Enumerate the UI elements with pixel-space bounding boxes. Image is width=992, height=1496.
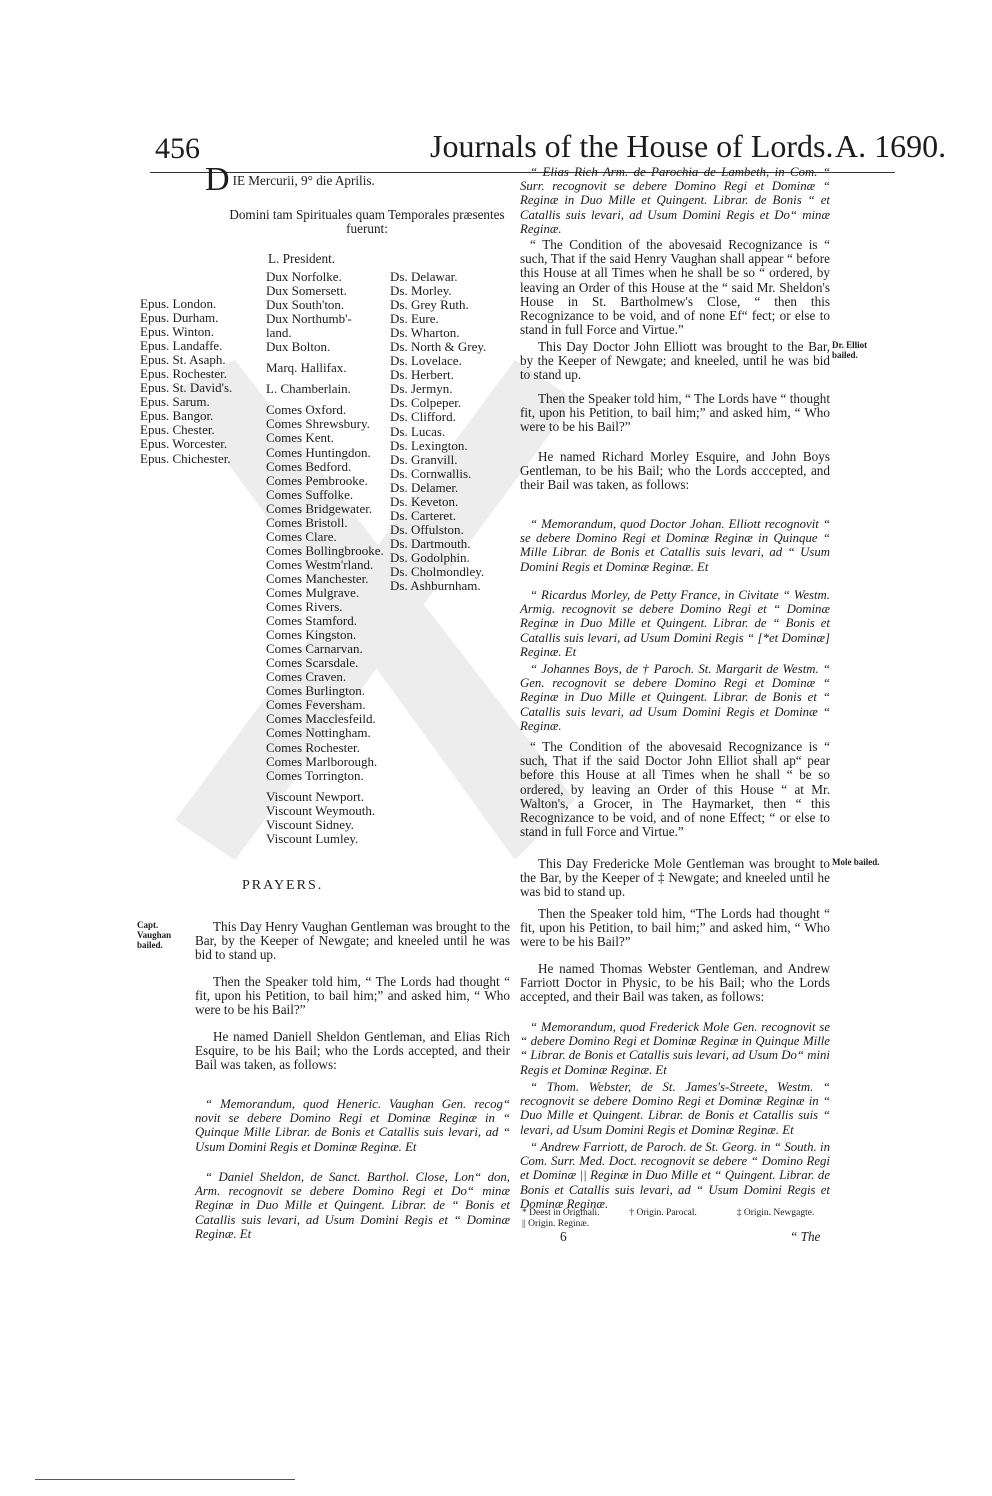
baron-entry: Ds. Offulston. — [390, 521, 464, 537]
temporal-lord-entry: Comes Nottingham. — [266, 725, 371, 741]
baron-entry: Ds. North & Grey. — [390, 339, 487, 355]
temporal-lord-entry: Comes Burlington. — [266, 683, 365, 699]
temporal-lord-entry: Comes Manchester. — [266, 570, 369, 586]
left-paragraph-4: “ Memorandum, quod Heneric. Vaughan Gen. recog“ novit se debere Domino Regi et Dominæ Reginæ in “ Quinque Mille Librar. de Bonis et Catallis suis levari, ad “ Usum Domini Regis et Dominæ Reginæ. Et — [195, 1097, 510, 1154]
left-paragraph-3: He named Daniell Sheldon Gentleman, and Elias Rich Esquire, to be his Bail; who the Lords accepted, and their Bail was taken, as follows: — [195, 1029, 510, 1073]
temporal-lord-entry: Comes Shrewsbury. — [266, 416, 370, 432]
temporal-lord-entry: Viscount Weymouth. — [266, 802, 376, 818]
margin-note-vaughan: Capt. Vaughan bailed. — [137, 920, 172, 950]
temporal-lord-entry: Dux South'ton. — [266, 297, 345, 313]
session-opening — [205, 161, 515, 198]
baron-entry: Ds. Ashburnham. — [390, 578, 481, 594]
right-paragraph-14: “ Thom. Webster, de St. James's-Streete, Westm. “ recognovit se debere Domino Regi et Dominæ Reginæ in “ Duo Mille et Quingent. Librar. de Bonis et Catallis suis “ levari, ad Usum Domini Regis et Dominæ Reginæ. Et — [520, 1080, 830, 1137]
margin-note-mole: Mole bailed. — [832, 857, 880, 867]
attendance-heading: Domini tam Spirituales quam Temporales præsentes fuerunt: — [229, 207, 505, 237]
baron-entry: Ds. Grey Ruth. — [390, 297, 469, 313]
temporal-lord-entry: Comes Bridgewater. — [266, 500, 373, 516]
bishop-entry: Epus. Sarum. — [140, 394, 210, 410]
baron-entry: Ds. Keveton. — [390, 493, 459, 509]
baron-entry: Ds. Delamer. — [390, 479, 459, 495]
temporal-lord-entry: Comes Stamford. — [266, 613, 357, 629]
session-date: IE Mercurii, 9° die Aprilis. — [232, 173, 375, 188]
baron-entry: Ds. Lovelace. — [390, 353, 462, 369]
right-paragraph-4: Then the Speaker told him, “ The Lords have “ thought fit, upon his Petition, to bail him;” and asked him, “ Who were to be his Bail?” — [520, 391, 830, 435]
temporal-lord-entry: Comes Marlborough. — [266, 753, 378, 769]
temporal-lord-entry: Dux Norfolke. — [266, 269, 342, 284]
bishop-entry: Epus. Chester. — [140, 422, 215, 438]
barons-list — [390, 270, 486, 593]
running-title: Journals of the House of Lords. — [430, 128, 834, 164]
temporal-lord-entry: Comes Mulgrave. — [266, 584, 360, 600]
right-paragraph-7: “ Ricardus Morley, de Petty France, in Civitate “ Westm. Armig. recognovit se debere Domino Regi et “ Dominæ Reginæ in Duo Mille et Quingent. Librar. de “ Bonis et Catallis suis levari, ad Usum Domini Regis “ [*et Dominæ] Reginæ. Et — [520, 588, 830, 659]
temporal-lord-entry: Comes Clare. — [266, 528, 337, 544]
temporal-lords-list — [266, 270, 384, 846]
right-paragraph-5: He named Richard Morley Esquire, and John Boys Gentleman, to be his Bail; who the Lords acccepted, and their Bail was taken, as follows: — [520, 449, 830, 493]
temporal-lord-entry: Comes Westm'rland. — [266, 556, 374, 572]
temporal-lord-entry: Comes Huntingdon. — [266, 444, 371, 460]
footnote-1: * Deest in Originali. — [522, 1208, 600, 1218]
drop-cap: D — [205, 161, 230, 198]
bishop-entry: Epus. Durham. — [140, 310, 219, 326]
right-paragraph-10: This Day Fredericke Mole Gentleman was brought to the Bar, by the Keeper of ‡ Newgate; and kneeled until he was bid to stand up. — [520, 856, 830, 900]
left-paragraph-5: “ Daniel Sheldon, de Sanct. Barthol. Close, Lon“ don, Arm. recognovit se debere Domino Regi et Do“ minæ Reginæ in Duo Mille et Quingent. Librar. de “ Bonis et Catallis suis levari, ad Usum Domini Regis et “ Dominæ Reginæ. Et — [195, 1170, 510, 1241]
temporal-lord-entry: Comes Bristoll. — [266, 514, 348, 530]
bishop-entry: Epus. Chichester. — [140, 450, 231, 466]
temporal-lord-entry: Comes Craven. — [266, 669, 347, 685]
temporal-lord-entry: Comes Oxford. — [266, 402, 347, 418]
page-number: 456 — [155, 132, 200, 165]
temporal-lord-entry: Comes Rivers. — [266, 599, 343, 615]
bishop-entry: Epus. Worcester. — [140, 436, 228, 452]
right-paragraph-9: “ The Condition of the abovesaid Recognizance is “ such, That if the said Doctor John Elliot shall ap“ pear before this House at all Times when he shall “ be so ordered, by leaving an Order of this House “ at Mr. Walton's, a Grocer, in The Haymarket, then “ this Recognizance to be void, and of none Effect; “ or else to stand in full Force and Virtue.” — [520, 739, 830, 840]
temporal-lord-entry: Viscount Sidney. — [266, 816, 354, 832]
baron-entry: Ds. Delawar. — [390, 269, 458, 284]
temporal-lord-entry: Comes Torrington. — [266, 767, 364, 783]
margin-note-elliot: Dr. Elliot bailed. — [832, 340, 868, 360]
baron-entry: Ds. Herbert. — [390, 367, 454, 383]
temporal-lord-entry: Viscount Newport. — [266, 788, 365, 804]
bottom-rule — [35, 1479, 295, 1480]
baron-entry: Ds. Wharton. — [390, 325, 460, 341]
right-paragraph-2: “ The Condition of the abovesaid Recognizance is “ such, That if the said Henry Vaughan shall appear “ before this House at all Times when he shall be so “ ordered, by leaving an Order of this House at the “ said Mr. Sheldon's House in St. Bartholmew's Close, “ then this Recognizance to be void, and of none Ef“ fect; or else to stand in full Force and Virtue.” — [520, 237, 830, 338]
temporal-lord-entry: Comes Pembrooke. — [266, 472, 368, 488]
running-year: A. 1690. — [835, 128, 947, 164]
temporal-lord-entry: L. Chamberlain. — [266, 381, 351, 397]
right-paragraph-1: “ Elias Rich Arm. de Parochia de Lambeth, in Com. “ Surr. recognovit se debere Domino Regi et Dominæ “ Reginæ in Duo Mille et Quingent. Librar. de Bonis “ et Catallis suis levari, ad Usum Domini Regis et Do“ minæ Reginæ. — [520, 165, 830, 236]
signature-mark: 6 — [560, 1229, 567, 1244]
temporal-lord-entry: Comes Feversham. — [266, 697, 366, 713]
temporal-lord-entry: Comes Suffolke. — [266, 486, 354, 502]
right-paragraph-11: Then the Speaker told him, “The Lords had thought “ fit, upon his Petition, to bail him;” and asked him, “ Who were to be his Bail?” — [520, 906, 830, 950]
temporal-lord-entry: Dux Bolton. — [266, 339, 331, 355]
bishop-entry: Epus. St. David's. — [140, 380, 233, 396]
footnote-2: † Origin. Parocal. — [629, 1208, 697, 1218]
temporal-lord-entry: Comes Macclesfeild. — [266, 711, 376, 727]
right-paragraph-8: “ Johannes Boys, de † Paroch. St. Margarit de Westm. “ Gen. recognovit se debere Domino Regi et Dominæ “ Reginæ in Duo Mille et Quingent. Librar. de Bonis et “ Catallis suis levari, ad Usum Domini Regis et Dominæ “ Reginæ. — [520, 662, 830, 733]
bishops-list — [140, 297, 232, 466]
left-paragraph-2: Then the Speaker told him, “ The Lords had thought “ fit, upon his Petition, to bail him;” and asked him, “ Who were to be his Bail?” — [195, 974, 510, 1018]
baron-entry: Ds. Cholmondley. — [390, 563, 485, 579]
prayers-heading: PRAYERS. — [242, 878, 324, 893]
baron-entry: Ds. Cornwallis. — [390, 465, 472, 481]
baron-entry: Ds. Lexington. — [390, 437, 468, 453]
temporal-lord-entry: Comes Kent. — [266, 430, 334, 446]
baron-entry: Ds. Colpeper. — [390, 395, 462, 411]
temporal-lord-entry: Comes Bollingbrooke. — [266, 542, 384, 558]
baron-entry: Ds. Granvill. — [390, 451, 458, 467]
left-paragraph-1: This Day Henry Vaughan Gentleman was brought to the Bar, by the Keeper of Newgate; and kneeled until he was bid to stand up. — [195, 919, 510, 963]
president: L. President. — [268, 251, 336, 266]
baron-entry: Ds. Carteret. — [390, 507, 457, 523]
baron-entry: Ds. Dartmouth. — [390, 535, 471, 551]
temporal-lord-entry: Comes Bedford. — [266, 458, 352, 474]
temporal-lord-entry: Comes Kingston. — [266, 627, 357, 643]
right-paragraph-15: “ Andrew Farriott, de Paroch. de St. Georg. in “ South. in Com. Surr. Med. Doct. recognovit se debere “ Domino Regi et Dominæ || Reginæ in Duo Mille et “ Quingent. Librar. de Bonis et Catallis suis levari, ad “ Usum Domini Regis et Dominæ Reginæ. — [520, 1140, 830, 1211]
bishop-entry: Epus. St. Asaph. — [140, 352, 226, 368]
bishop-entry: Epus. Bangor. — [140, 408, 214, 424]
temporal-lord-entry: Marq. Hallifax. — [266, 360, 347, 376]
right-paragraph-12: He named Thomas Webster Gentleman, and Andrew Farriott Doctor in Physic, to be his Bail; who the Lords accepted, and their Bail was taken, as follows: — [520, 961, 830, 1005]
right-paragraph-6: “ Memorandum, quod Doctor Johan. Elliott recognovit “ se debere Domino Regi et Dominæ Reginæ in Quinque “ Mille Librar. de Bonis et Catallis suis levari, ad “ Usum Domini Regis et Dominæ Reginæ. Et — [520, 517, 830, 574]
temporal-lord-entry: Comes Carnarvan. — [266, 641, 363, 657]
footnote-3: ‡ Origin. Newgagte. — [736, 1208, 815, 1218]
temporal-lord-entry: Comes Scarsdale. — [266, 655, 359, 671]
baron-entry: Ds. Lucas. — [390, 423, 446, 439]
temporal-lord-entry: Comes Rochester. — [266, 739, 360, 755]
right-paragraph-13: “ Memorandum, quod Frederick Mole Gen. recognovit se “ debere Domino Regi et Dominæ Reginæ in Quinque Mille “ Librar. de Bonis et Catallis suis levari, ad Usum Do“ mini Regis et Dominæ Reginæ. Et — [520, 1020, 830, 1077]
baron-entry: Ds. Eure. — [390, 311, 439, 327]
temporal-lord-entry: Viscount Lumley. — [266, 830, 359, 846]
bishop-entry: Epus. Rochester. — [140, 366, 228, 382]
baron-entry: Ds. Godolphin. — [390, 549, 470, 565]
temporal-lord-entry: Dux Somersett. — [266, 283, 347, 299]
right-paragraph-3: This Day Doctor John Elliott was brought to the Bar, by the Keeper of Newgate; and kneeled, until he was bid to stand up. — [520, 339, 830, 383]
baron-entry: Ds. Clifford. — [390, 409, 456, 425]
temporal-lord-entry: land. — [266, 325, 292, 341]
footnotes — [522, 1208, 832, 1230]
bishop-entry: Epus. Landaffe. — [140, 338, 223, 354]
footnote-4: || Origin. Reginæ. — [522, 1219, 590, 1229]
bishop-entry: Epus. London. — [140, 296, 217, 311]
bishop-entry: Epus. Winton. — [140, 324, 214, 340]
temporal-lord-entry: Dux Northumb'- — [266, 311, 352, 327]
baron-entry: Ds. Morley. — [390, 283, 452, 299]
catchword: “ The — [790, 1229, 821, 1244]
baron-entry: Ds. Jermyn. — [390, 381, 453, 397]
